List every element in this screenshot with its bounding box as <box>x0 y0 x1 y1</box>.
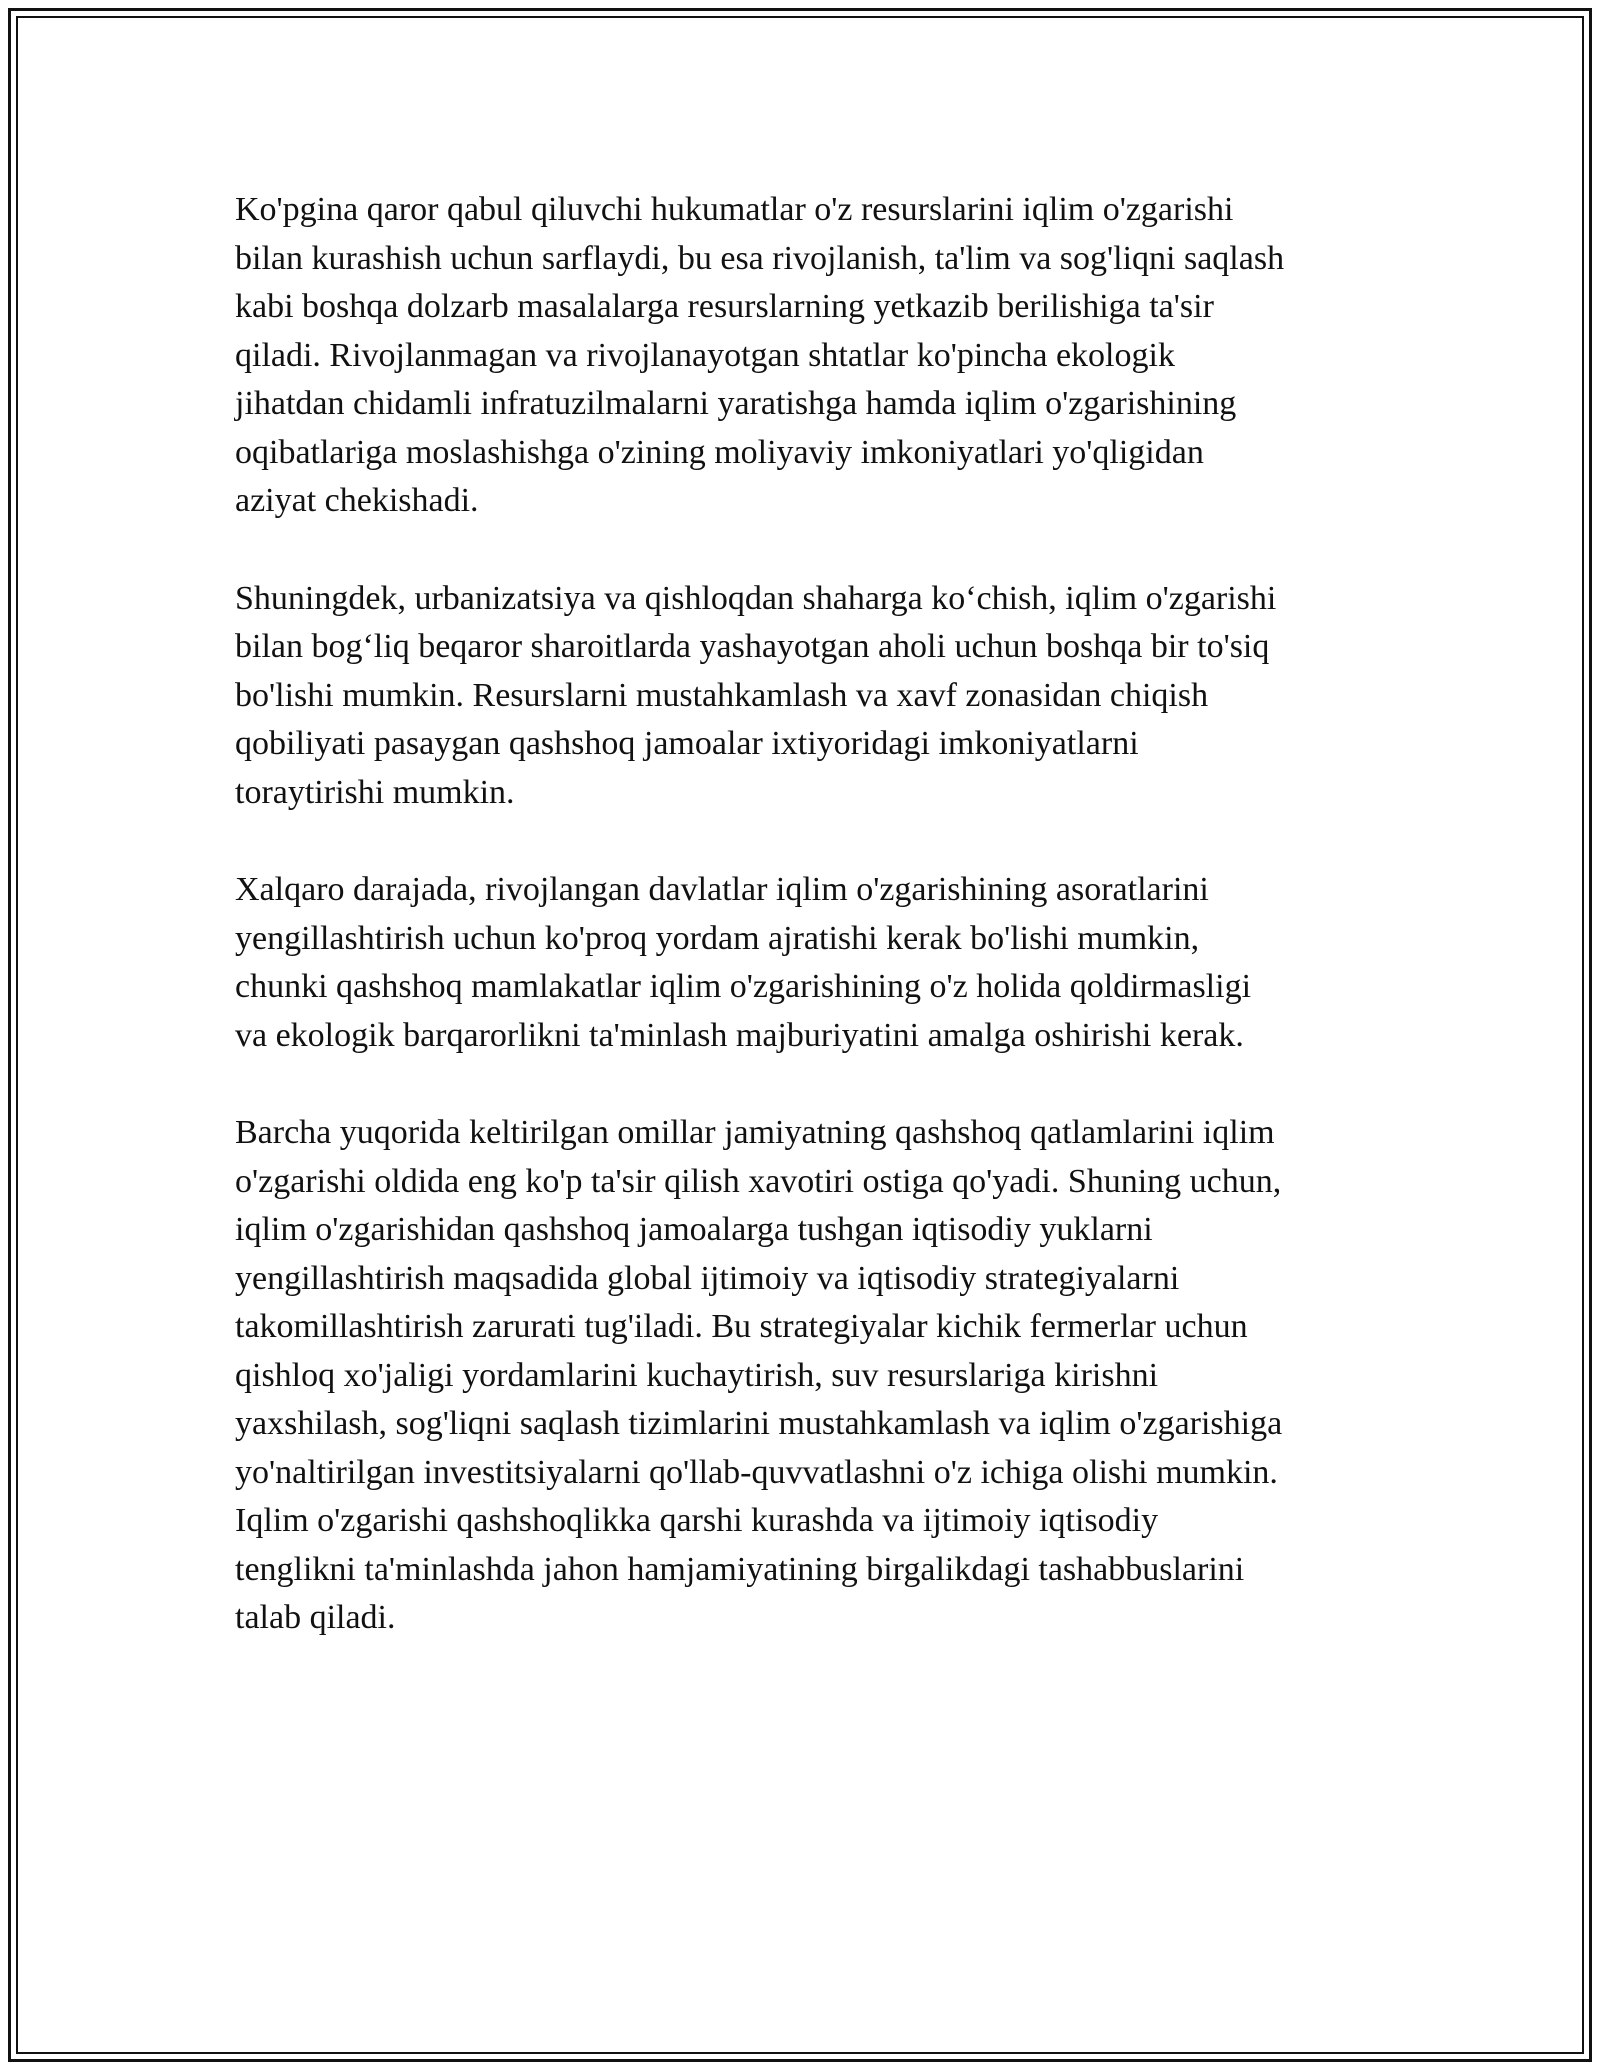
paragraph-3: Xalqaro darajada, rivojlangan davlatlar iqlim o'zgarishining asoratlarini yengillashtirish uchun ko'proq yordam ajratishi kerak bo'lishi mumkin, chunki qashshoq mamlakatlar iqlim o'zgarishining o'z holida qoldirmasligi va ekologik barqarorlikni ta'minlash majburiyatini amalga oshirishi kerak. <box>235 871 1252 1054</box>
paragraph-4: Barcha yuqorida keltirilgan omillar jamiyatning qashshoq qatlamlarini iqlim o'zgarishi oldida eng ko'p ta'sir qilish xavotiri ostiga qo'yadi. Shuning uchun, iqlim o'zgarishidan qashshoq jamoalarga tushgan iqtisodiy yuklarni yengillashtirish maqsadida global ijtimoiy va iqtisodiy strategiyalarni takomillashtirish zarurati tug'iladi. Bu strategiyalar kichik fermerlar uchun qishloq xo'jaligi yordamlarini kuchaytirish, suv resurslariga kirishni yaxshilash, sog'liqni saqlash tizimlarini mustahkamlash va iqlim o'zgarishiga yo'naltirilgan investitsiyalarni qo'llab-quvvatlashni o'z ichiga olishi mumkin. Iqlim o'zgarishi qashshoqlikka qarshi kurashda va ijtimoiy iqtisodiy tenglikni ta'minlashda jahon hamjamiyatining birgalikdagi tashabbuslarini talab qiladi. <box>235 1114 1283 1636</box>
document-body <box>235 186 1375 1692</box>
paragraph-1: Ko'pgina qaror qabul qiluvchi hukumatlar o'z resurslarini iqlim o'zgarishi bilan kurashish uchun sarflaydi, bu esa rivojlanish, ta'lim va sog'liqni saqlash kabi boshqa dolzarb masalalarga resurslarning yetkazib berilishiga ta'sir qiladi. Rivojlanmagan va rivojlanayotgan shtatlar ko'pincha ekologik jihatdan chidamli infratuzilmalarni yaratishga hamda iqlim o'zgarishining oqibatlariga moslashishga o'zining moliyaviy imkoniyatlari yo'qligidan aziyat chekishadi. <box>235 191 1285 519</box>
paragraph-2: Shuningdek, urbanizatsiya va qishloqdan shaharga ko‘chish, iqlim o'zgarishi bilan bog‘liq beqaror sharoitlarda yashayotgan aholi uchun boshqa bir to'siq bo'lishi mumkin. Resurslarni mustahkamlash va xavf zonasidan chiqish qobiliyati pasaygan qashshoq jamoalar ixtiyoridagi imkoniyatlarni toraytirishi mumkin. <box>235 579 1277 811</box>
